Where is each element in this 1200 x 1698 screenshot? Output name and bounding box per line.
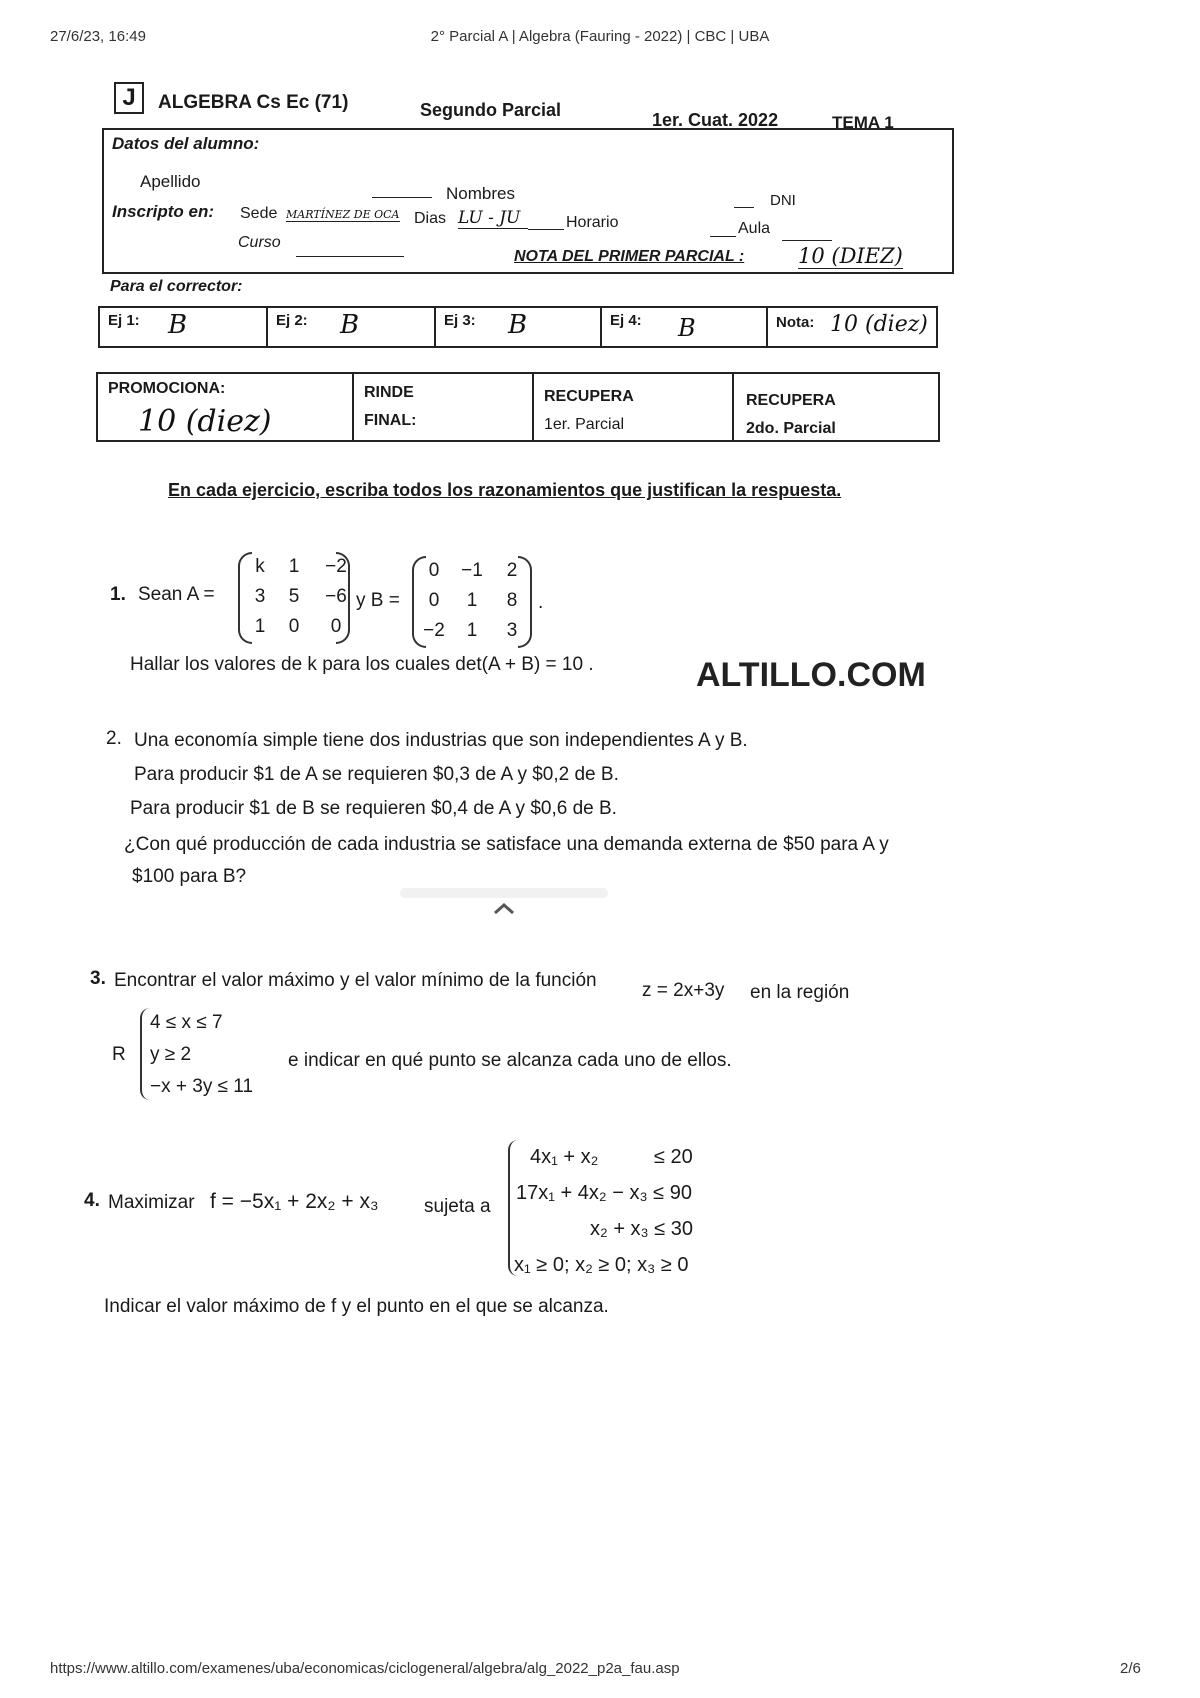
q1-y-b: y B = bbox=[356, 590, 400, 611]
q4-constraint-1: 4x₁ + x₂ ≤ 20 bbox=[530, 1146, 693, 1168]
grade-label-4: Ej 4: bbox=[610, 312, 642, 329]
grades-row bbox=[98, 306, 938, 348]
instruction-text: En cada ejercicio, escriba todos los razonamientos que justifican la respuesta. bbox=[168, 480, 842, 500]
q1-intro: Sean A = bbox=[138, 584, 215, 605]
q4-function: f = −5x₁ + 2x₂ + x₃ bbox=[210, 1190, 379, 1213]
matrix-b-cell: 8 bbox=[506, 590, 518, 611]
aula-label: Aula bbox=[738, 220, 771, 237]
page-url-link[interactable]: https://www.altillo.com/examenes/uba/economicas/ciclogeneral/algebra/alg_2022_p2a_fau.asp bbox=[50, 1660, 680, 1677]
nombres-label: Nombres bbox=[446, 184, 515, 203]
q4-label: Maximizar bbox=[108, 1192, 195, 1213]
exam-tema: TEMA 1 bbox=[832, 113, 894, 132]
q3-constraint-2: y ≥ 2 bbox=[150, 1044, 192, 1065]
recupera2-label: RECUPERA bbox=[746, 392, 836, 409]
chevron-up-icon[interactable] bbox=[492, 902, 516, 916]
matrix-b-cell: 0 bbox=[428, 590, 440, 611]
horario-label: Horario bbox=[566, 214, 619, 231]
grade-divider bbox=[600, 308, 602, 346]
matrix-a-right-paren bbox=[336, 552, 350, 644]
matrix-b-cell: 1 bbox=[466, 590, 478, 611]
q3-region-text: en la región bbox=[750, 982, 850, 1003]
curso-line bbox=[296, 256, 404, 257]
q3-constraint-1: 4 ≤ x ≤ 7 bbox=[150, 1012, 223, 1033]
q2-line4: ¿Con qué producción de cada industria se satisface una demanda externa de $50 para A y bbox=[124, 834, 889, 855]
q3-text: Encontrar el valor máximo y el valor mínimo de la función bbox=[114, 970, 597, 991]
matrix-b-cell: 0 bbox=[428, 560, 440, 581]
grade-value-4: B bbox=[678, 314, 696, 342]
matrix-b-cell: 1 bbox=[466, 620, 478, 641]
q2-line5: $100 para B? bbox=[132, 866, 247, 887]
q4-constraint-4: x₁ ≥ 0; x₂ ≥ 0; x₃ ≥ 0 bbox=[514, 1254, 689, 1276]
matrix-a-cell: −6 bbox=[325, 586, 347, 607]
print-datetime: 27/6/23, 16:49 bbox=[50, 28, 146, 45]
q3-constraint-3: −x + 3y ≤ 11 bbox=[150, 1076, 254, 1097]
q3-function: z = 2x+3y bbox=[642, 980, 725, 1001]
q1-task: Hallar los valores de k para los cuales det(A + B) = 10 . bbox=[130, 654, 594, 675]
apellido-line bbox=[372, 197, 432, 198]
dias-label: Dias bbox=[414, 210, 447, 227]
matrix-b-right-paren bbox=[518, 556, 532, 648]
matrix-a-cell: −2 bbox=[325, 556, 347, 577]
nota-label: Nota: bbox=[776, 314, 815, 331]
nota-primer-label: NOTA DEL PRIMER PARCIAL : bbox=[514, 248, 745, 265]
exam-period: 1er. Cuat. 2022 bbox=[652, 110, 779, 130]
nota-primer-value: 10 (DIEZ) bbox=[798, 244, 903, 268]
grade-value-3: B bbox=[508, 310, 528, 340]
matrix-b-cell: 3 bbox=[506, 620, 518, 641]
recupera1-sub: 1er. Parcial bbox=[544, 416, 625, 433]
corrector-label: Para el corrector: bbox=[110, 278, 243, 295]
curso-label: Curso bbox=[238, 234, 281, 251]
q4-constraint-2: 17x₁ + 4x₂ − x₃ ≤ 90 bbox=[516, 1182, 692, 1204]
grade-divider bbox=[434, 308, 436, 346]
promociona-label: PROMOCIONA: bbox=[108, 380, 226, 397]
exam-type: Segundo Parcial bbox=[420, 100, 562, 120]
exam-subject: ALGEBRA Cs Ec (71) bbox=[158, 92, 349, 113]
sede-label: Sede bbox=[240, 205, 278, 222]
q3-number: 3. bbox=[90, 968, 106, 989]
q4-constraint-3: x₂ + x₃ ≤ 30 bbox=[590, 1218, 694, 1240]
final-label: FINAL: bbox=[364, 412, 417, 429]
matrix-a-cell: k bbox=[255, 556, 265, 577]
matrix-b bbox=[418, 560, 530, 642]
matrix-a-cell: 3 bbox=[254, 586, 266, 607]
nota-value: 10 (diez) bbox=[830, 312, 928, 337]
status-divider bbox=[532, 374, 534, 440]
student-section-label: Datos del alumno: bbox=[112, 134, 260, 153]
dias-line bbox=[528, 229, 564, 230]
exam-letter: J bbox=[114, 82, 144, 114]
page-number: 2/6 bbox=[1120, 1660, 1141, 1677]
grade-label-2: Ej 2: bbox=[276, 312, 308, 329]
q1-number: 1. bbox=[110, 584, 126, 605]
grade-divider bbox=[266, 308, 268, 346]
matrix-b-cell: 2 bbox=[506, 560, 518, 581]
q4-sujeta: sujeta a bbox=[424, 1196, 491, 1217]
recupera1-label: RECUPERA bbox=[544, 388, 634, 405]
q2-number: 2. bbox=[106, 728, 122, 749]
grade-value-1: B bbox=[168, 310, 188, 340]
dias-value: LU - JU bbox=[458, 208, 528, 229]
q2-line1: Una economía simple tiene dos industrias que son independientes A y B. bbox=[134, 730, 748, 751]
q2-line3: Para producir $1 de B se requieren $0,4 de A y $0,6 de B. bbox=[130, 798, 617, 819]
matrix-a-cell: 0 bbox=[288, 616, 300, 637]
recupera2-sub: 2do. Parcial bbox=[746, 420, 836, 437]
page-title: 2° Parcial A | Algebra (Fauring - 2022) | CBC | UBA bbox=[430, 28, 770, 45]
matrix-a-cell: 0 bbox=[330, 616, 342, 637]
q3-task: e indicar en qué punto se alcanza cada uno de ellos. bbox=[288, 1050, 732, 1071]
viewer-scrollbar[interactable] bbox=[400, 888, 608, 898]
promociona-value: 10 (diez) bbox=[138, 404, 272, 439]
matrix-b-cell: −2 bbox=[423, 620, 445, 641]
apellido-label: Apellido bbox=[140, 172, 201, 191]
inscripto-label: Inscripto en: bbox=[112, 202, 215, 221]
horario-line bbox=[710, 236, 736, 237]
nombres-line bbox=[734, 207, 754, 208]
matrix-a-cell: 1 bbox=[288, 556, 300, 577]
grade-value-2: B bbox=[340, 310, 360, 340]
grade-divider bbox=[766, 308, 768, 346]
sede-value: MARTÍNEZ DE OCA bbox=[286, 208, 400, 221]
q3-region-letter: R bbox=[112, 1044, 126, 1065]
q1-end: . bbox=[538, 592, 544, 613]
q2-line2: Para producir $1 de A se requieren $0,3 de A y $0,2 de B. bbox=[134, 764, 619, 785]
q4-number: 4. bbox=[84, 1190, 100, 1211]
rinde-label: RINDE bbox=[364, 384, 414, 401]
status-divider bbox=[732, 374, 734, 440]
q4-task: Indicar el valor máximo de f y el punto en el que se alcanza. bbox=[104, 1296, 609, 1317]
q3-brace bbox=[140, 1008, 150, 1100]
status-divider bbox=[352, 374, 354, 440]
matrix-a-cell: 1 bbox=[254, 616, 266, 637]
aula-line bbox=[782, 240, 832, 241]
dni-label: DNI bbox=[770, 192, 796, 209]
matrix-b-cell: −1 bbox=[461, 560, 483, 581]
grade-label-1: Ej 1: bbox=[108, 312, 140, 329]
matrix-a-cell: 5 bbox=[288, 586, 300, 607]
status-row bbox=[96, 372, 940, 442]
grade-label-3: Ej 3: bbox=[444, 312, 476, 329]
watermark-logo: ALTILLO.COM bbox=[696, 656, 926, 694]
